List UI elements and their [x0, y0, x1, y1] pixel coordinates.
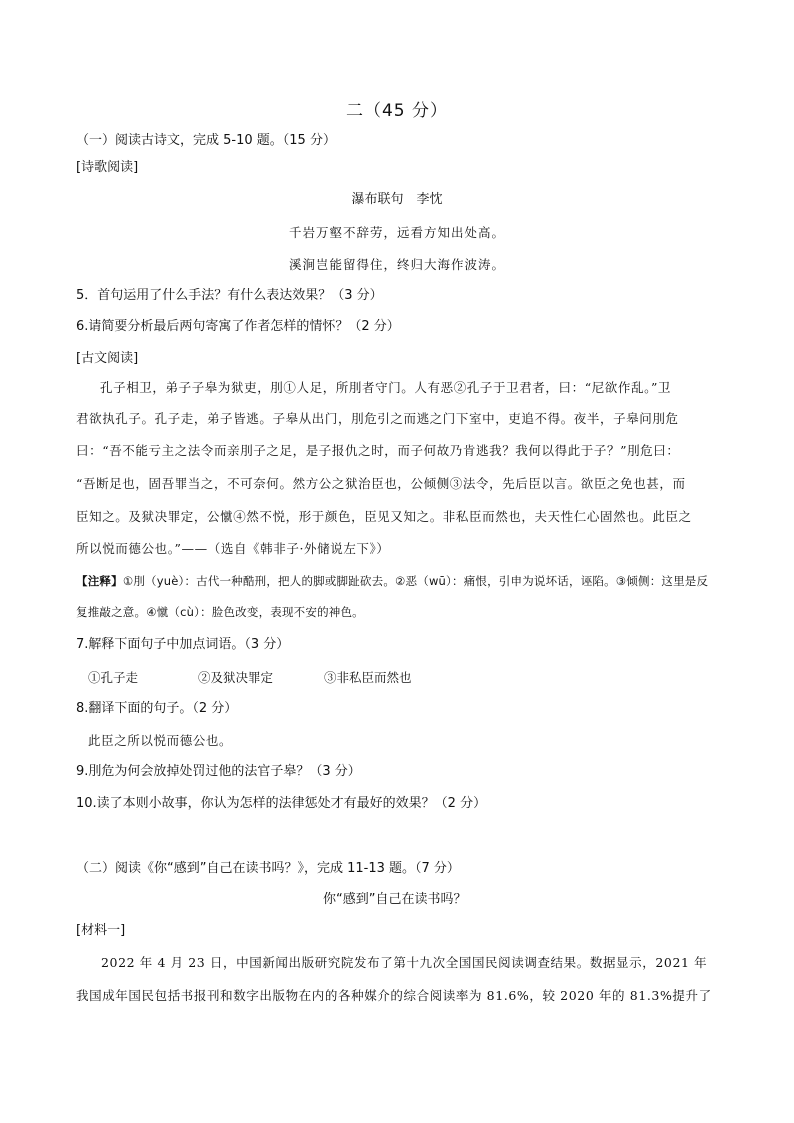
material-label: [材料一]: [76, 923, 126, 938]
prose-line-2: 君欲执孔子。孔子走，弟子皆逃。子皋从出门，刖危引之而逃之门下室中，吏追不得。夜半，子皋问刖危: [76, 411, 679, 426]
poem-label: [诗歌阅读]: [76, 160, 139, 175]
question-6: 6.请简要分析最后两句寄寓了作者怎样的情怀？（2 分）: [76, 319, 400, 334]
question-9: 9.刖危为何会放掉处罚过他的法官子皋？（3 分）: [76, 764, 361, 779]
prose-line-3: 曰：“吾不能亏主之法令而亲刖子之足，是子报仇之时，而子何故乃肯逃我？我何以得此于子？”刖危曰：: [76, 443, 680, 458]
question-10: 10.读了本则小故事，你认为怎样的法律惩处才有最好的效果？（2 分）: [76, 796, 487, 811]
annotation-text-1: ①刖（yuè）：古代一种酷刑，把人的脚或脚趾砍去。②恶（wū）：痛恨，引申为说坏话，诬陷。③倾侧：这里是反: [122, 574, 709, 588]
question-5: 5．首句运用了什么手法？有什么表达效果？（3 分）: [76, 288, 383, 303]
prose-line-6: 所以悦而德公也。”——（选自《韩非子·外储说左下》）: [76, 541, 390, 556]
prose-label: [古文阅读]: [76, 351, 139, 366]
q7-option-1: ①孔子走: [88, 670, 139, 685]
question-7: 7.解释下面句子中加点词语。（3 分）: [76, 637, 290, 652]
prose-line-1: 孔子相卫，弟子子皋为狱吏，刖①人足，所刖者守门。人有恶②孔子于卫君者，曰：“尼欲作乱。”卫: [100, 380, 672, 395]
annotation-line-1: [76, 572, 708, 590]
section-title: 二（45 分）: [345, 101, 449, 121]
part2-heading: （二）阅读《你“感到”自己在读书吗？》，完成 11-13 题。（7 分）: [76, 861, 460, 876]
q7-option-2: ②及狱决罪定: [198, 670, 274, 685]
q7-option-3: ③非私臣而然也: [324, 670, 412, 685]
material-line-1: 2022 年 4 月 23 日，中国新闻出版研究院发布了第十九次全国国民阅读调查结果。数据显示，2021 年: [101, 955, 708, 970]
prose-line-5: 臣知之。及狱决罪定，公憱④然不悦，形于颜色，臣见又知之。非私臣而然也，夫天性仁心固然也。此臣之: [76, 509, 692, 524]
poem-title: 瀑布联句 李忱: [351, 192, 443, 207]
q8-sentence: 此臣之所以悦而德公也。: [88, 733, 233, 748]
material-line-2: 我国成年国民包括书报刊和数字出版物在内的各种媒介的综合阅读率为 81.6%，较 2020 年的 81.3%提升了: [76, 988, 712, 1003]
poem-line-1: 千岩万壑不辞劳，远看方知出处高。: [288, 225, 505, 240]
poem-line-2: 溪涧岂能留得住，终归大海作波涛。: [288, 257, 505, 272]
annotation-line-2: 复推敲之意。④憱（cù）：脸色改变，表现不安的神色。: [76, 605, 364, 619]
part1-heading: （一）阅读古诗文，完成 5-10 题。（15 分）: [76, 133, 336, 148]
article-title: 你“感到”自己在读书吗？: [323, 892, 467, 907]
prose-line-4: “吾断足也，固吾罪当之，不可奈何。然方公之狱治臣也，公倾侧③法令，先后臣以言。欲臣之免也甚，而: [76, 476, 686, 491]
annotation-label: 【注释】: [76, 574, 123, 588]
question-8: 8.翻译下面的句子。（2 分）: [76, 701, 238, 716]
